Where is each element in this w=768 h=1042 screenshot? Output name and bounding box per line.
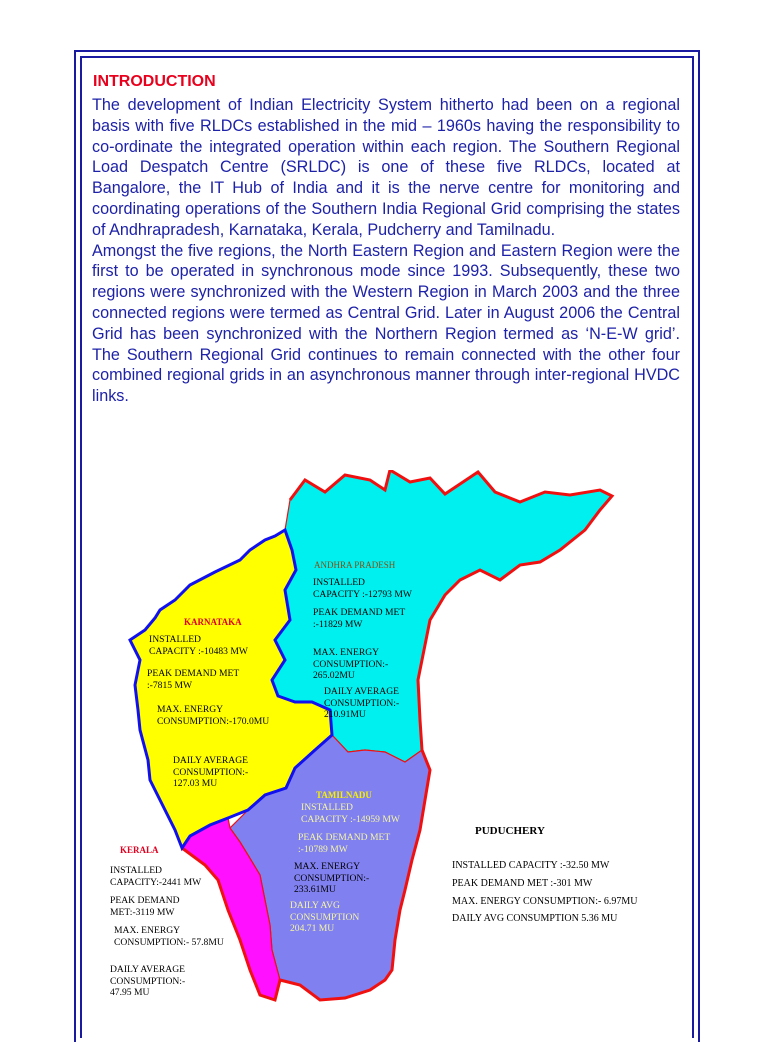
puducherry-daily-avg: DAILY AVG CONSUMPTION 5.36 MU — [452, 913, 618, 924]
kerala-daily-average: DAILY AVERAGE CONSUMPTION:- 47.95 MU — [110, 964, 186, 998]
andhra-daily-average: DAILY AVERAGE CONSUMPTION:- 210.91MU — [324, 686, 400, 720]
karnataka-daily-average: DAILY AVERAGE CONSUMPTION:- 127.03 MU — [173, 755, 249, 789]
intro-paragraph-1: The development of Indian Electricity System hitherto had been on a regional basis with five RLDCs established in the mid – 1960s having the responsibility to co-ordinate the integrated operation within each region. The Southern Regional Load Despatch Centre (SRLDC) is one of these five RLDCs, located at Bangalore, the IT Hub of India and it is the nerve centre for monitoring and coordinating operations of the Southern India Regional Grid comprising the states of Andhrapradesh, Karnataka, Kerala, Pudcherry and Tamilnadu. — [92, 96, 680, 239]
kerala-installed-capacity: INSTALLED CAPACITY:-2441 MW — [110, 865, 202, 888]
karnataka-max-energy: MAX. ENERGY CONSUMPTION:-170.0MU — [157, 704, 270, 727]
puducherry-label: PUDUCHERY — [475, 825, 545, 837]
kerala-peak-demand: PEAK DEMAND MET:-3119 MW — [110, 895, 180, 918]
andhra-installed-capacity: INSTALLED CAPACITY :-12793 MW — [313, 577, 412, 600]
puducherry-installed-capacity: INSTALLED CAPACITY :-32.50 MW — [452, 860, 610, 871]
karnataka-installed-capacity: INSTALLED CAPACITY :-10483 MW — [149, 634, 248, 657]
tamilnadu-installed-capacity: INSTALLED CAPACITY :-14959 MW — [301, 802, 400, 825]
tamilnadu-daily-avg: DAILY AVG CONSUMPTION 204.71 MU — [290, 900, 360, 934]
tamilnadu-label: TAMILNADU — [316, 790, 372, 800]
puducherry-peak-demand: PEAK DEMAND MET :-301 MW — [452, 878, 593, 889]
andhra-max-energy: MAX. ENERGY CONSUMPTION:- 265.02MU — [313, 647, 389, 681]
kerala-max-energy: MAX. ENERGY CONSUMPTION:- 57.8MU — [114, 925, 224, 948]
intro-paragraph-2: Amongst the five regions, the North Eastern Region and Eastern Region were the first to be operated in synchronous mode since 1993. Subsequently, these two regions were synchronized with the Western Region in March 2003 and the three connected regions were termed as Central Grid. Later in August 2006 the Central Grid has been synchronized with the Northern Region termed as ‘N-E-W grid’. The Southern Regional Grid continues to remain connected with the other four combined regional grids in an asynchronous manner through inter-regional HVDC links. — [92, 241, 680, 406]
andhra-pradesh-label: ANDHRA PRADESH — [314, 560, 396, 570]
document-page — [92, 66, 680, 407]
southern-region-map — [100, 470, 680, 1020]
karnataka-label: KARNATAKA — [184, 617, 242, 627]
karnataka-peak-demand: PEAK DEMAND MET :-7815 MW — [147, 668, 240, 691]
kerala-label: KERALA — [120, 845, 159, 855]
puducherry-max-energy: MAX. ENERGY CONSUMPTION:- 6.97MU — [452, 896, 638, 907]
andhra-peak-demand: PEAK DEMAND MET :-11829 MW — [313, 607, 406, 630]
tamilnadu-max-energy: MAX. ENERGY CONSUMPTION:- 233.61MU — [294, 861, 370, 895]
section-heading: INTRODUCTION — [93, 73, 216, 90]
tamilnadu-peak-demand: PEAK DEMAND MET :-10789 MW — [298, 832, 391, 855]
